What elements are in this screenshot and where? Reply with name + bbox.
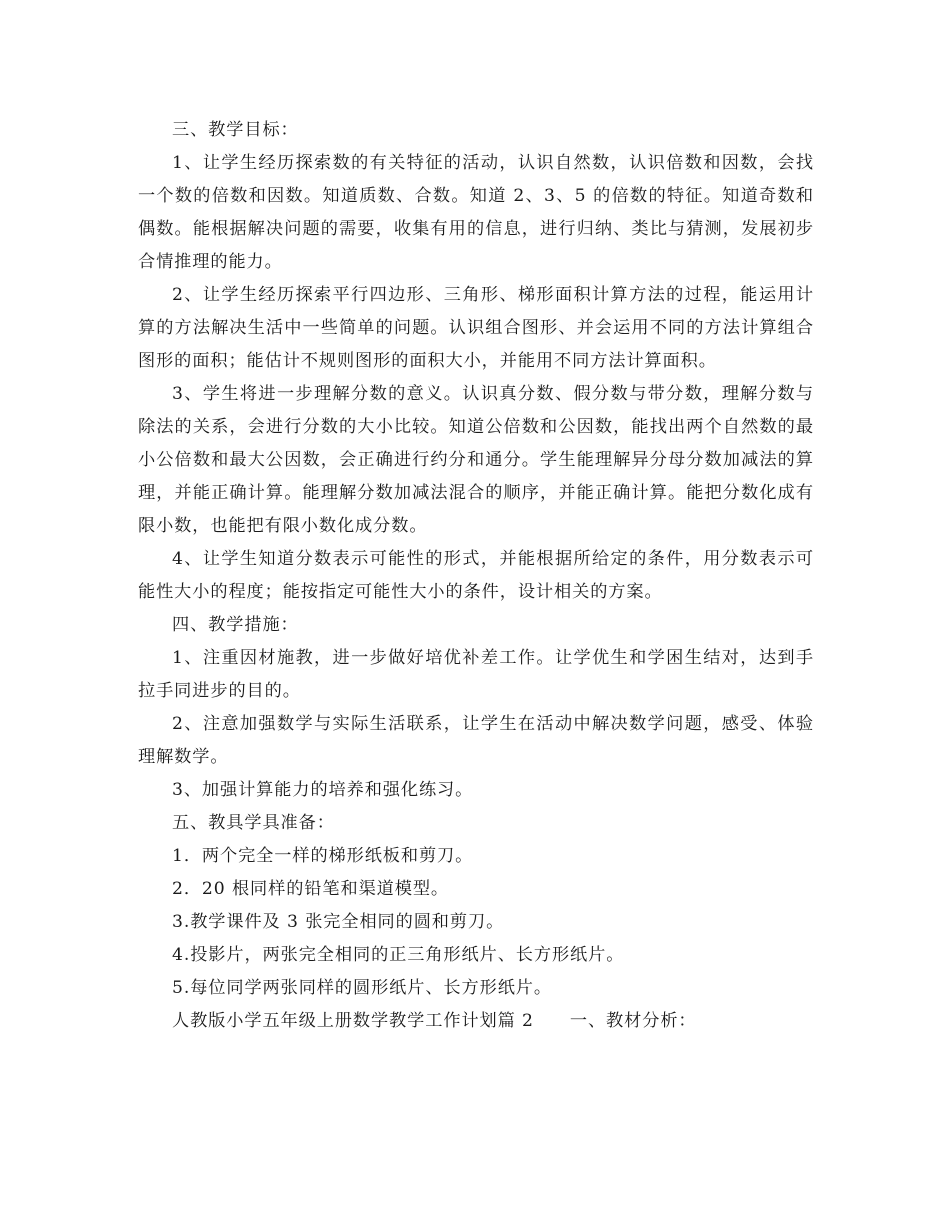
section-heading-materials: 五、教具学具准备： bbox=[172, 813, 335, 833]
goal-item-3: 3、学生将进一步理解分数的意义。认识真分数、假分数与带分数，理解分数与除法的关系，会进行分数的大小比较。知道公倍数和公因数，能找出两个自然数的最小公倍数和最大公因数，会正确进行约分和通分。学生能理解异分母分数加减法的算理，并能正确计算。能理解分数加减法混合的顺序，并能正确计算。能把分数化成有限小数，也能把有限小数化成分数。 bbox=[138, 384, 814, 536]
next-plan-line bbox=[138, 1005, 814, 1038]
material-item-3: 3.教学课件及 3 张完全相同的圆和剪刀。 bbox=[172, 912, 505, 932]
material-item-4: 4.投影片，两张完全相同的正三角形纸片、长方形纸片。 bbox=[172, 945, 625, 965]
measure-item-1: 1、注重因材施教，进一步做好培优补差工作。让学优生和学困生结对，达到手拉手同进步的目的。 bbox=[138, 648, 814, 701]
measure-item-2: 2、注意加强数学与实际生活联系，让学生在活动中解决数学问题，感受、体验理解数学。 bbox=[138, 714, 814, 767]
next-plan-subheading: 一、教材分析： bbox=[569, 1011, 697, 1031]
document-body bbox=[138, 114, 814, 1038]
section-heading-goals: 三、教学目标： bbox=[172, 120, 299, 140]
goal-item-2: 2、让学生经历探索平行四边形、三角形、梯形面积计算方法的过程，能运用计算的方法解决生活中一些简单的问题。认识组合图形、并会运用不同的方法计算组合图形的面积；能估计不规则图形的面积大小，并能用不同方法计算面积。 bbox=[138, 285, 814, 371]
section-heading-measures: 四、教学措施： bbox=[172, 615, 299, 635]
goal-item-4: 4、让学生知道分数表示可能性的形式，并能根据所给定的条件，用分数表示可能性大小的程度；能按指定可能性大小的条件，设计相关的方案。 bbox=[138, 549, 814, 602]
material-item-1: 1．两个完全一样的梯形纸板和剪刀。 bbox=[172, 846, 474, 866]
material-item-2: 2．20 根同样的铅笔和渠道模型。 bbox=[172, 879, 450, 899]
goal-item-1: 1、让学生经历探索数的有关特征的活动，认识自然数，认识倍数和因数，会找一个数的倍数和因数。知道质数、合数。知道 2、3、5 的倍数的特征。知道奇数和偶数。能根据解决问题的需要，收集有用的信息，进行归纳、类比与猜测，发展初步合情推理的能力。 bbox=[138, 153, 814, 272]
measure-item-3: 3、加强计算能力的培养和强化练习。 bbox=[172, 780, 474, 800]
next-plan-title: 人教版小学五年级上册数学教学工作计划篇 2 bbox=[172, 1011, 534, 1031]
material-item-5: 5.每位同学两张同样的圆形纸片、长方形纸片。 bbox=[172, 978, 552, 998]
